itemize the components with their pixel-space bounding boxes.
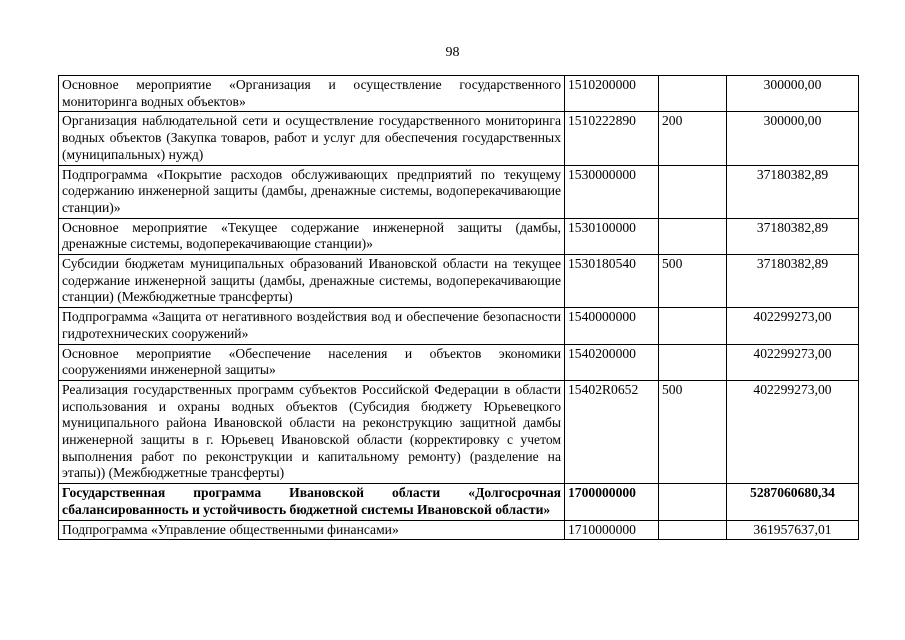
row-sum-cell: 37180382,89 — [727, 165, 859, 218]
row-type-cell — [659, 165, 727, 218]
row-name-cell: Организация наблюдательной сети и осуществление государственного мониторинга водных объектов (Закупка товаров, работ и услуг для обеспечения государственных (муниципальных) нужд) — [59, 112, 565, 165]
row-name-cell: Государственная программа Ивановской области «Долгосрочная сбалансированность и устойчивость бюджетной системы Ивановской области» — [59, 484, 565, 520]
row-code-cell: 1700000000 — [565, 484, 659, 520]
row-name-cell: Реализация государственных программ субъектов Российской Федерации в области использования и охраны водных объектов (Субсидия бюджету Юрьевецкого муниципального района Ивановской области на реконструкцию защитной дамбы инженерной защиты в г. Юрьевец Ивановской области (корректировку с учетом выполнения работ по реконструкции и капитальному ремонту) (разделение на этапы)) (Межбюджетные трансферты) — [59, 380, 565, 483]
row-name-cell: Основное мероприятие «Обеспечение населения и объектов экономики сооружениями инженерной защиты» — [59, 344, 565, 380]
row-code-cell: 1710000000 — [565, 520, 659, 540]
table-row — [59, 520, 859, 540]
row-sum-cell: 300000,00 — [727, 112, 859, 165]
row-sum-cell: 402299273,00 — [727, 344, 859, 380]
row-type-cell: 500 — [659, 380, 727, 483]
row-type-cell — [659, 308, 727, 344]
row-name-cell: Основное мероприятие «Организация и осуществление государственного мониторинга водных объектов» — [59, 76, 565, 112]
table-row — [59, 380, 859, 483]
row-code-cell: 1540200000 — [565, 344, 659, 380]
table-row — [59, 255, 859, 308]
row-type-cell — [659, 218, 727, 254]
row-type-cell — [659, 484, 727, 520]
row-code-cell: 1530180540 — [565, 255, 659, 308]
row-name-cell: Субсидии бюджетам муниципальных образований Ивановской области на текущее содержание инженерной защиты (дамбы, дренажные системы, водоперекачивающие станции) (Межбюджетные трансферты) — [59, 255, 565, 308]
row-type-cell — [659, 76, 727, 112]
table-row — [59, 344, 859, 380]
row-name-cell: Подпрограмма «Управление общественными финансами» — [59, 520, 565, 540]
row-sum-cell: 402299273,00 — [727, 380, 859, 483]
page-number: 98 — [445, 45, 460, 60]
row-sum-cell: 361957637,01 — [727, 520, 859, 540]
row-name-cell: Подпрограмма «Защита от негативного воздействия вод и обеспечение безопасности гидротехнических сооружений» — [59, 308, 565, 344]
row-code-cell: 1510200000 — [565, 76, 659, 112]
row-type-cell: 200 — [659, 112, 727, 165]
row-sum-cell: 37180382,89 — [727, 218, 859, 254]
row-type-cell — [659, 520, 727, 540]
table-row — [59, 218, 859, 254]
row-type-cell: 500 — [659, 255, 727, 308]
table-row — [59, 112, 859, 165]
row-sum-cell: 402299273,00 — [727, 308, 859, 344]
row-sum-cell: 37180382,89 — [727, 255, 859, 308]
row-type-cell — [659, 344, 727, 380]
row-sum-cell: 5287060680,34 — [727, 484, 859, 520]
row-sum-cell: 300000,00 — [727, 76, 859, 112]
row-name-cell: Основное мероприятие «Текущее содержание инженерной защиты (дамбы, дренажные системы, водоперекачивающие станции)» — [59, 218, 565, 254]
budget-table — [58, 75, 859, 540]
row-code-cell: 15402R0652 — [565, 380, 659, 483]
table-row — [59, 165, 859, 218]
row-code-cell: 1530000000 — [565, 165, 659, 218]
table-row — [59, 308, 859, 344]
row-code-cell: 1510222890 — [565, 112, 659, 165]
table-row — [59, 484, 859, 520]
row-name-cell: Подпрограмма «Покрытие расходов обслуживающих предприятий по текущему содержанию инженерной защиты (дамбы, дренажные системы, водоперекачивающие станции)» — [59, 165, 565, 218]
row-code-cell: 1540000000 — [565, 308, 659, 344]
row-code-cell: 1530100000 — [565, 218, 659, 254]
table-row — [59, 76, 859, 112]
